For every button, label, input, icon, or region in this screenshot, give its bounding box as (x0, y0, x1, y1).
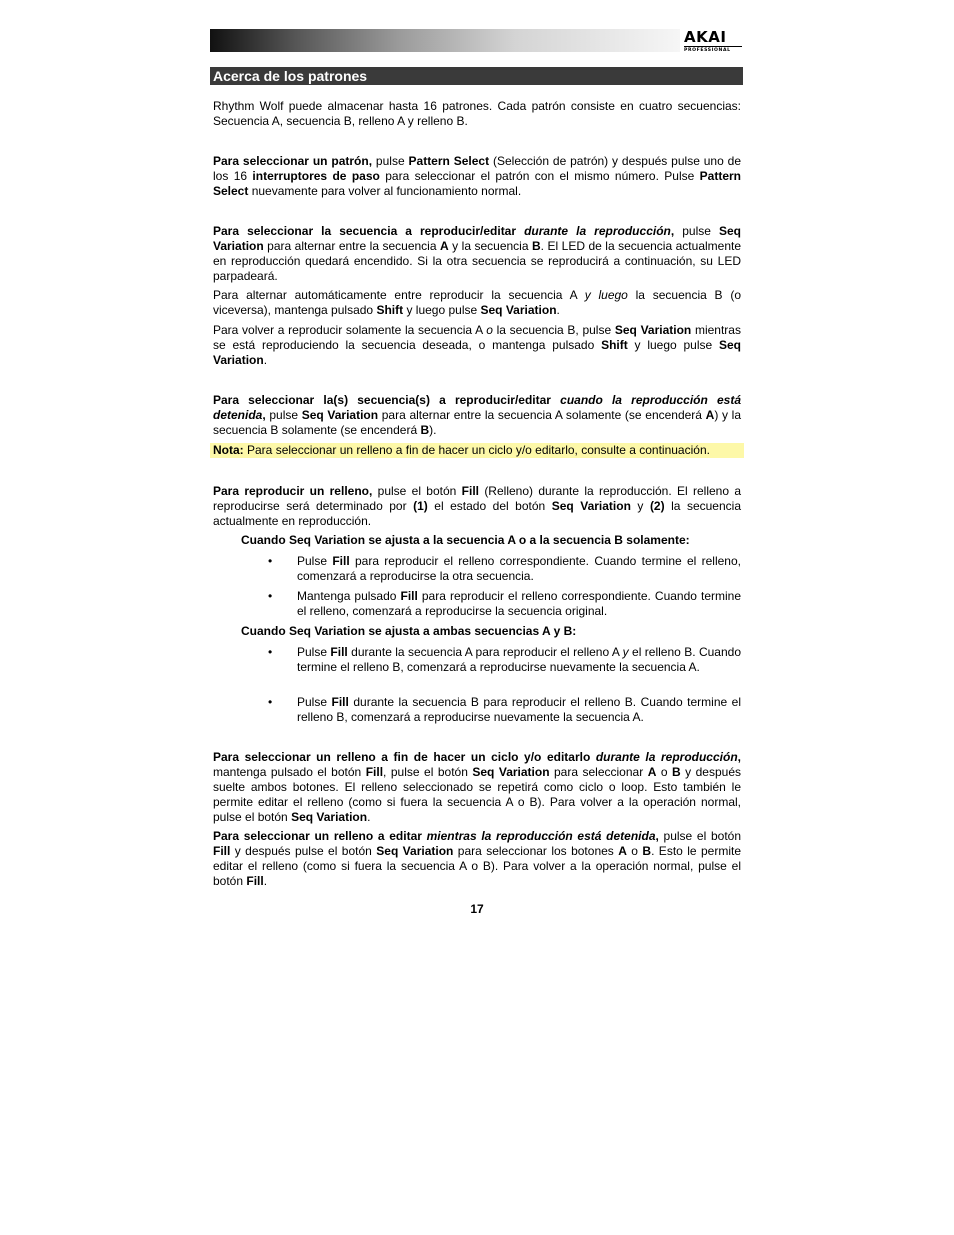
list-item: • Mantenga pulsado Fill para reproducir el relleno correspondiente. Cuando termine el relleno, comenzará a reproducirse la secuencia original. (268, 589, 741, 618)
paragraph-edit-fill-stopped: Para seleccionar un relleno a editar mientras la reproducción está detenida, pulse el botón Fill y después pulse el botón Seq Variation para seleccionar los botones A o B. Esto le permite editar el relleno (como si fuera la secuencia A o B). Para volver a la operación normal, pulse el botón Fill. (213, 829, 742, 888)
page-number: 17 (470, 902, 484, 916)
note-highlight: Nota: Para seleccionar un relleno a fin de hacer un ciclo y/o editarlo, consulte a continuación. (210, 443, 744, 458)
paragraph-select-pattern: Para seleccionar un patrón, pulse Pattern Select (Selección de patrón) y después pulse uno de los 16 interruptores de paso para seleccionar el patrón con el mismo número. Pulse Pattern Select nuevamente para volver al funcionamiento normal. (213, 154, 742, 198)
akai-logo: AKAI PROFESSIONAL (684, 30, 742, 50)
note-label: Nota: (213, 443, 244, 457)
bullet-icon: • (268, 554, 273, 568)
list-item: • Pulse Fill para reproducir el relleno correspondiente. Cuando termine el relleno, comenzará a reproducirse la otra secuencia. (268, 554, 741, 583)
paragraph-select-sequence-playing: Para seleccionar la secuencia a reproducir/editar durante la reproducción, pulse Seq Variation para alternar entre la secuencia A y la secuencia B. El LED de la secuencia actualmente en reproducción quedará encendido. Si la otra secuencia se reproducirá a continuación, su LED parpadeará. (213, 224, 742, 283)
paragraph-single-sequence: Para volver a reproducir solamente la secuencia A o la secuencia B, pulse Seq Variation mientras se está reproduciendo la secuencia deseada, o mantenga pulsado Shift y luego pulse Seq Variation. (213, 323, 741, 367)
section-title: Acerca de los patrones (210, 67, 743, 85)
paragraph-loop-fill-playing: Para seleccionar un relleno a fin de hacer un ciclo y/o editarlo durante la reproducción, mantenga pulsado el botón Fill, pulse el botón Seq Variation para seleccionar A o B y después suelte ambos botones. El relleno seleccionado se repetirá como ciclo o loop. Esto también le permite editar el relleno (como si fuera la secuencia A o B). Para volver a la operación normal, pulse el botón Seq Variation. (213, 750, 741, 824)
subheading-both-sequences: Cuando Seq Variation se ajusta a ambas secuencias A y B: (241, 624, 577, 638)
paragraph-play-fill: Para reproducir un relleno, pulse el botón Fill (Relleno) durante la reproducción. El relleno a reproducirse será determinado por (1) el estado del botón Seq Variation y (2) la secuencia actualmente en reproducción. (213, 484, 742, 528)
header-gradient-bar (210, 29, 680, 52)
paragraph-intro: Rhythm Wolf puede almacenar hasta 16 patrones. Cada patrón consiste en cuatro secuencias: Secuencia A, secuencia B, relleno A y relleno B. (213, 99, 741, 128)
bullet-icon: • (268, 695, 273, 709)
paragraph-alternate-sequences: Para alternar automáticamente entre reproducir la secuencia A y luego la secuencia B (o viceversa), mantenga pulsado Shift y luego pulse Seq Variation. (213, 288, 742, 317)
bullet-icon: • (268, 589, 273, 603)
list-item: • Pulse Fill durante la secuencia A para reproducir el relleno A y el relleno B. Cuando termine el relleno B, comenzará a reproducirse nuevamente la secuencia A. (268, 645, 741, 674)
list-item: • Pulse Fill durante la secuencia B para reproducir el relleno B. Cuando termine el relleno B, comenzará a reproducirse nuevamente la secuencia A. (268, 695, 741, 724)
subheading-single-sequence: Cuando Seq Variation se ajusta a la secuencia A o a la secuencia B solamente: (241, 533, 690, 547)
paragraph-select-sequence-stopped: Para seleccionar la(s) secuencia(s) a reproducir/editar cuando la reproducción está detenida, pulse Seq Variation para alternar entre la secuencia A solamente (se encenderá A) y la secuencia B solamente (se encenderá B). (213, 393, 742, 437)
bullet-icon: • (268, 645, 273, 659)
